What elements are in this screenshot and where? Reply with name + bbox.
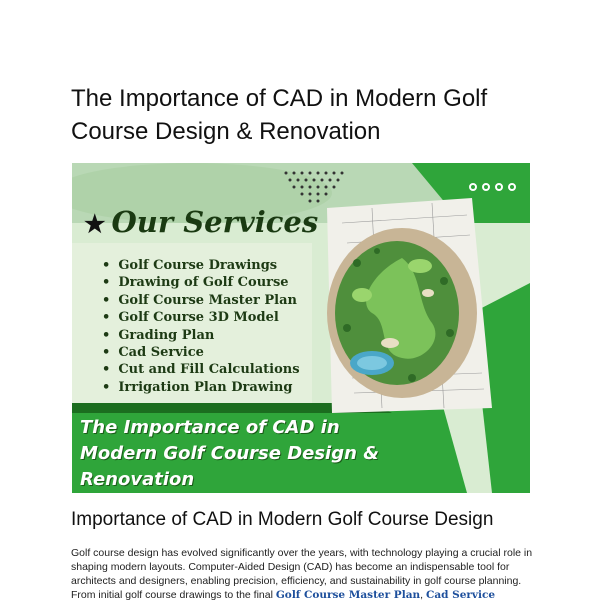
services-title-text: Our Services xyxy=(111,205,319,239)
golf-course-master-plan-link[interactable]: Golf Course Master Plan xyxy=(275,589,421,601)
services-list xyxy=(102,257,300,396)
cad-service-link[interactable]: Cad Service xyxy=(425,589,496,601)
service-item: • Cut and Fill Calculations xyxy=(102,361,300,378)
page-title: The Importance of CAD in Modern Golf Course Design & Renovation xyxy=(71,85,488,145)
paragraph-text: Golf course design has evolved significantly over the years, with technology playing a crucial role in shaping modern layouts. Computer-Aided Design (CAD) has become an indispensable tool for architects and designers, enabling precision, efficiency, and sustainability in golf course planning. From initial golf course drawings to the final xyxy=(71,547,533,601)
dot-icon xyxy=(482,183,490,191)
service-item: • Grading Plan xyxy=(102,327,300,344)
blueprint-plan-illustration xyxy=(327,198,492,413)
section-heading: Importance of CAD in Modern Golf Course Design xyxy=(71,509,494,530)
service-item: • Golf Course Master Plan xyxy=(102,292,300,309)
service-item: • Golf Course 3D Model xyxy=(102,309,300,326)
service-item: • Golf Course Drawings xyxy=(102,257,300,274)
body-paragraph xyxy=(71,546,536,602)
star-icon: ★ xyxy=(84,209,106,238)
dot-icon xyxy=(469,183,477,191)
services-banner-image xyxy=(72,163,530,493)
dot-icon xyxy=(508,183,516,191)
services-title xyxy=(84,205,318,239)
service-item: • Irrigation Plan Drawing xyxy=(102,379,300,396)
service-item: • Drawing of Golf Course xyxy=(102,274,300,291)
banner-heading: The Importance of CAD in Modern Golf Course Design & Renovation xyxy=(80,417,379,490)
service-item: • Cad Service xyxy=(102,344,300,361)
carousel-dots xyxy=(469,183,516,191)
dot-icon xyxy=(495,183,503,191)
link-separator: , xyxy=(420,589,426,601)
